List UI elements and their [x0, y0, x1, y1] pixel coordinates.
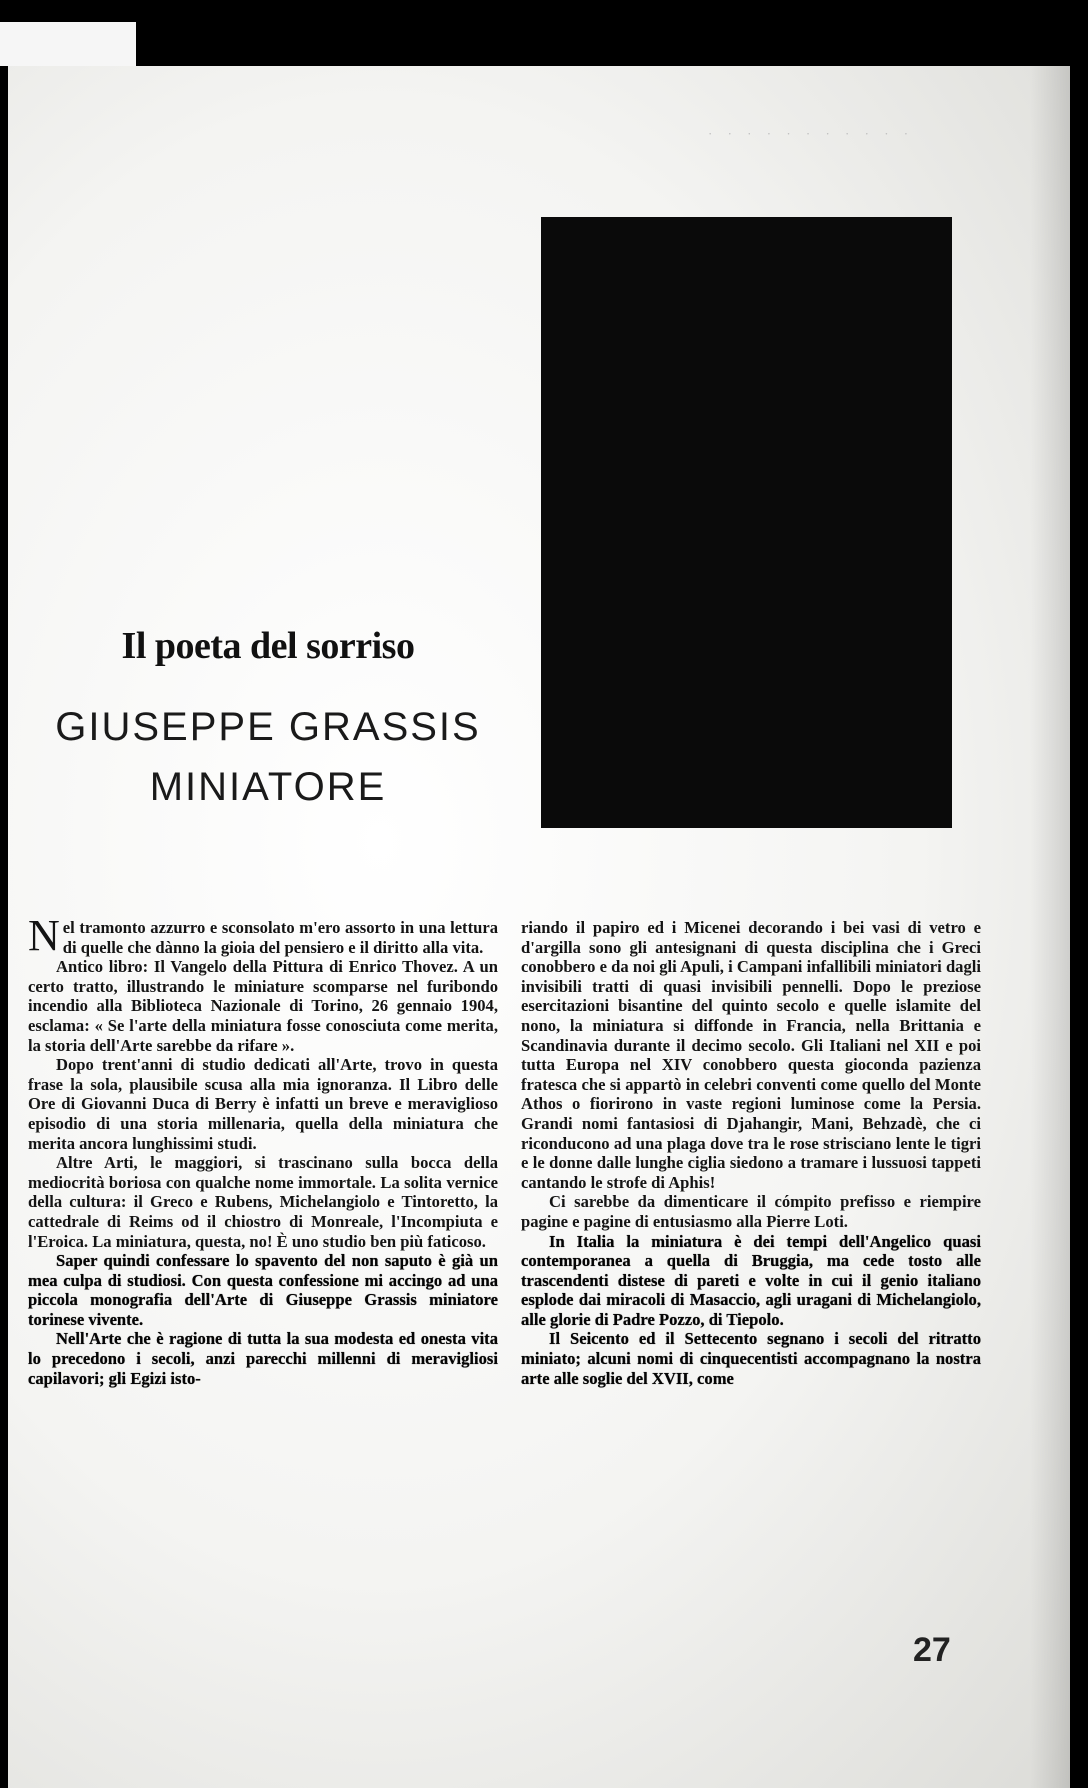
paragraph-text: el tramonto azzurro e sconsolato m'ero assorto in una lettura di quelle che dànno la gioia del pensiero e il diritto alla vita.: [62, 918, 498, 957]
miniature-plate-image: [541, 217, 952, 828]
paragraph: Dopo trent'anni di studio dedicati all'Arte, trovo in questa frase la sola, plausibile scusa alla mia ignoranza. Il Libro delle Ore di Giovanni Duca di Berry è infatti un breve e meraviglioso episodio di una storia millenaria, quella della miniatura che merita ancora lunghissimi studi.: [28, 1055, 498, 1153]
bleed-through-text: · · · · · · · · · · ·: [708, 126, 915, 141]
paragraph: riando il papiro ed i Micenei decorando i bei vasi di vetro e d'argilla sono gli antesignani di questa disciplina che i Greci conobbero e da noi gli Apuli, i Campani infallibili miniatori dagli invisibili tratti di quasi invisibili pennelli. Dopo le preziose esercitazioni bisantine del quinto secolo e quelle islamite del nono, la miniatura si diffonde in Francia, nella Brittania e Scandinavia durante il decimo secolo. Gli Italiani nel XII e poi tutta Europa nel XIV conobbero questa gioconda pazienza fratesca che si appartò in celebri conventi come quello del Monte Athos o fiorirono in vaste regioni luminose come la Persia. Grandi nomi fantasiosi di Djahangir, Mani, Behzadè, che ci riconducono ad una plaga dove tra le rose strisciano lente le tigri e le donne dalle lunghe ciglia siedono a tramare i lussuosi tappeti cantando le strofe di Aphis!: [521, 918, 981, 1192]
article-subtitle: Il poeta del sorriso: [121, 625, 415, 667]
drop-cap: N: [28, 911, 60, 960]
paragraph: In Italia la miniatura è dei tempi dell'Angelico quasi contemporanea a quella di Bruggia, ma cede tosto alle trascendenti distese di pareti e volte in cui il genio italiano esplode dai miracoli di Masaccio, agli uragani di Michelangiolo, alle glorie di Padre Pozzo, di Tiepolo.: [521, 1231, 981, 1329]
paragraph: [28, 911, 498, 960]
paragraph: Ci sarebbe da dimenticare il cómpito prefisso e riempire pagine e pagine di entusiasmo alla Pierre Loti.: [521, 1192, 981, 1231]
article-title-name: GIUSEPPE GRASSIS: [55, 705, 481, 749]
page-edge-shadow: [1030, 66, 1070, 1788]
paragraph: Antico libro: Il Vangelo della Pittura di Enrico Thovez. A un certo tratto, illustrando le miniature scomparse nel furibondo incendio alla Biblioteca Nazionale di Torino, 26 gennaio 1904, esclama: « Se l'arte della miniatura fosse conosciuta come merita, la storia dell'Arte sarebbe da rifare ».: [28, 957, 498, 1055]
paragraph: Il Seicento ed il Settecento segnano i secoli del ritratto miniato; alcuni nomi di cinquecentisti accompagnano la nostra arte alle soglie del XVII, come: [521, 1329, 981, 1388]
paragraph: Nell'Arte che è ragione di tutta la sua modesta ed onesta vita lo precedono i secoli, anzi parecchi millenni di meravigliosi capilavori; gli Egizi isto-: [28, 1329, 498, 1388]
paragraph: Altre Arti, le maggiori, si trascinano sulla bocca della mediocrità boriosa con qualche nome immortale. La solita vernice della cultura: il Greco e Rubens, Michelangiolo e Tintoretto, la cattedrale di Reims od il chiostro di Monreale, l'Incompiuta e l'Eroica. La miniatura, questa, no! È uno studio ben più faticoso.: [28, 1153, 498, 1251]
text-column-left: [28, 911, 498, 1388]
paragraph: Saper quindi confessare lo spavento del non saputo è già un mea culpa di studiosi. Con questa confessione mi accingo ad una piccola monografia dell'Arte di Giuseppe Grassis miniatore torinese vivente.: [28, 1251, 498, 1329]
scan-edge-tab: [0, 22, 136, 66]
article-heading: [28, 624, 508, 812]
text-column-right: [521, 918, 981, 1388]
article-title-role: MINIATORE: [149, 765, 387, 809]
magazine-page: [8, 66, 1070, 1788]
page-number: 27: [913, 1631, 951, 1669]
